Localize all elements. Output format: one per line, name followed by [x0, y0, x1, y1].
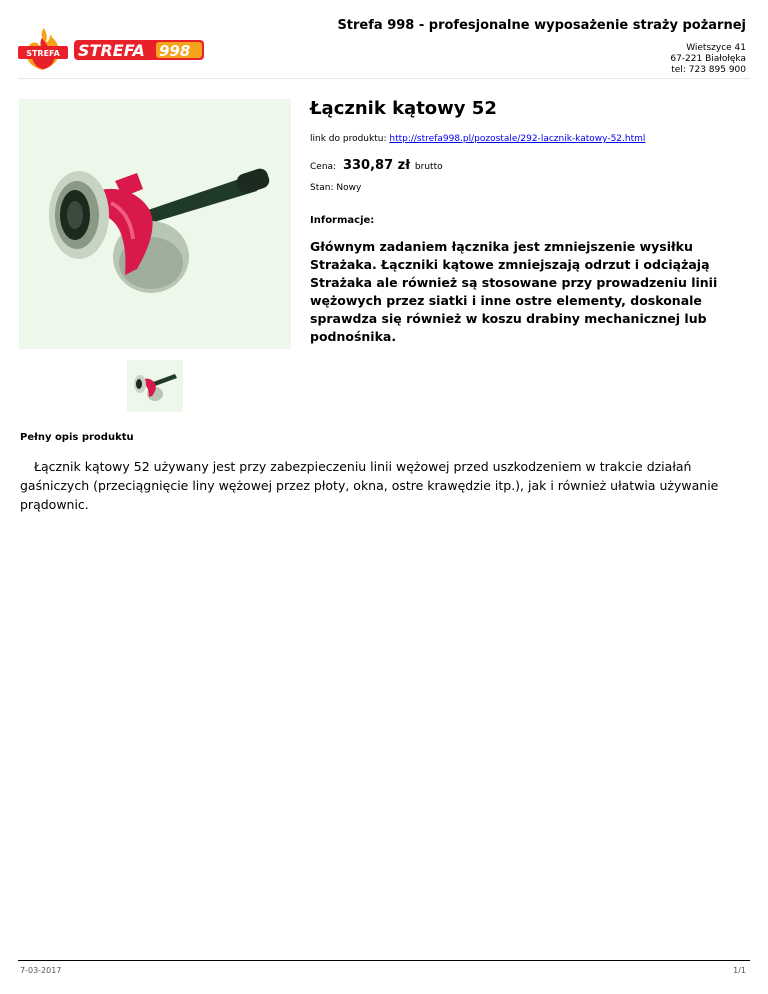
product-title: Łącznik kątowy 52 [310, 98, 497, 119]
footer-divider [18, 960, 750, 961]
svg-text:STREFA: STREFA [78, 41, 145, 60]
price-value: 330,87 zł [342, 158, 411, 173]
state-label: Stan: [310, 183, 334, 193]
state-value: Nowy [336, 183, 362, 193]
shop-address [670, 43, 746, 76]
svg-text:998: 998 [159, 42, 191, 60]
info-text: Głównym zadaniem łącznika jest zmniejszenie wysiłku Strażaka. Łączniki kątowe zmniejszają odrzut i odciążają Strażaka ale również są stosowane przy prowadzeniu linii wężowych przez siatki i inne ostre elementy, doskonale sprawdza się również w koszu drabiny mechanicznej lub podnośnika. [310, 239, 718, 344]
address-phone: tel: 723 895 900 [671, 65, 746, 75]
state-row [310, 183, 750, 193]
full-description-text: Łącznik kątowy 52 używany jest przy zabezpieczeniu linii wężowej przed uszkodzeniem w trakcie działań gaśniczych (przeciągnięcie liny wężowej przez płoty, okna, ostre krawędzie itp.), jak i również ułatwia używanie prądownic. [20, 459, 719, 512]
price-label: Cena: [310, 162, 337, 172]
full-description-heading: Pełny opis produktu [20, 432, 134, 443]
svg-text:STREFA: STREFA [26, 49, 60, 58]
address-street: Wietszyce 41 [686, 43, 746, 53]
header-divider [18, 78, 750, 79]
product-link-row [310, 134, 750, 144]
footer-page-number: 1/1 [733, 966, 746, 975]
price-row [310, 158, 750, 173]
product-main-image[interactable] [19, 99, 291, 349]
product-thumbnail[interactable] [127, 360, 183, 412]
address-city: 67-221 Białołęka [670, 54, 746, 64]
info-heading: Informacje: [310, 215, 375, 226]
product-link-label: link do produktu: [310, 134, 387, 144]
footer-date: 7-03-2017 [20, 966, 62, 975]
product-info [310, 98, 750, 346]
page-header-title: Strefa 998 - profesjonalne wyposażenie straży pożarnej [337, 18, 746, 33]
strefa998-logo [16, 26, 206, 72]
price-suffix: brutto [414, 162, 443, 172]
product-link[interactable]: http://strefa998.pl/pozostale/292-lacznik-katowy-52.html [389, 134, 646, 144]
